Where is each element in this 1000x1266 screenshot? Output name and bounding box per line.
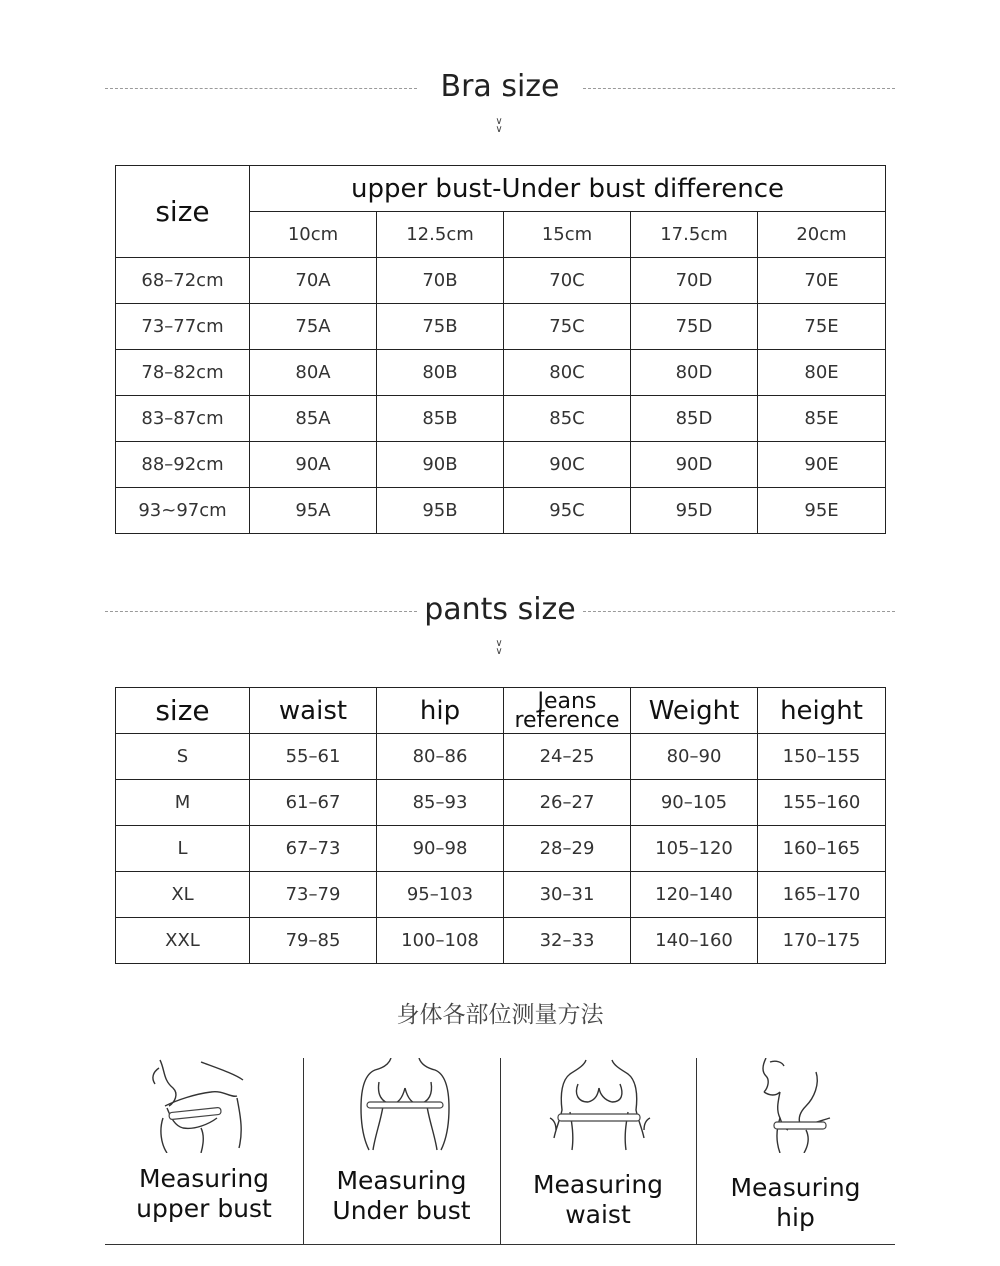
pants-size-title: pants size — [424, 591, 576, 627]
bra-size-heading — [0, 58, 1000, 118]
pants-value-cell: 30–31 — [504, 872, 631, 918]
pants-value-cell: 24–25 — [504, 734, 631, 780]
difference-col-header: 15cm — [504, 212, 631, 258]
bra-size-cell: 95D — [631, 488, 758, 534]
pants-value-cell: 73–79 — [250, 872, 377, 918]
pants-value-cell: 67–73 — [250, 826, 377, 872]
bra-size-cell: 75B — [377, 304, 504, 350]
table-row — [116, 872, 886, 918]
pants-value-cell: 61–67 — [250, 780, 377, 826]
measure-upper-bust — [105, 1058, 303, 1244]
table-row — [116, 304, 886, 350]
table-row — [116, 442, 886, 488]
pants-value-cell: 90–105 — [631, 780, 758, 826]
bra-size-table — [115, 165, 886, 534]
under-bust-size-cell: 68–72cm — [116, 258, 250, 304]
bra-size-cell: 70A — [250, 258, 377, 304]
pants-col-header: Weight — [631, 688, 758, 734]
difference-col-header: 12.5cm — [377, 212, 504, 258]
pants-value-cell: 90–98 — [377, 826, 504, 872]
pants-size-cell: L — [116, 826, 250, 872]
measure-method-title: 身体各部位测量方法 — [396, 1002, 604, 1028]
pants-value-cell: 105–120 — [631, 826, 758, 872]
bra-size-cell: 80D — [631, 350, 758, 396]
table-row — [116, 396, 886, 442]
bra-size-cell: 80A — [250, 350, 377, 396]
bra-size-rows — [116, 258, 886, 534]
bra-size-cell: 90E — [758, 442, 886, 488]
bra-size-cell: 70D — [631, 258, 758, 304]
bra-size-cell: 80B — [377, 350, 504, 396]
pants-value-cell: 80–90 — [631, 734, 758, 780]
under-bust-size-cell: 83–87cm — [116, 396, 250, 442]
difference-col-header: 17.5cm — [631, 212, 758, 258]
measure-under-bust — [303, 1058, 500, 1244]
bra-size-cell: 75A — [250, 304, 377, 350]
bra-size-cell: 70B — [377, 258, 504, 304]
table-row — [116, 918, 886, 964]
pants-size-cell: XL — [116, 872, 250, 918]
upper-bust-figure-icon — [105, 1058, 303, 1153]
pants-value-cell: 170–175 — [758, 918, 886, 964]
pants-size-cell: S — [116, 734, 250, 780]
pants-col-header: height — [758, 688, 886, 734]
pants-value-cell: 95–103 — [377, 872, 504, 918]
table-row — [116, 488, 886, 534]
under-bust-figure-icon — [303, 1058, 500, 1153]
bottom-rule — [105, 1244, 895, 1245]
pants-size-table — [115, 687, 886, 964]
pants-value-cell: 32–33 — [504, 918, 631, 964]
pants-value-cell: 160–165 — [758, 826, 886, 872]
pants-value-cell: 100–108 — [377, 918, 504, 964]
pants-value-cell: 28–29 — [504, 826, 631, 872]
bra-size-cell: 85E — [758, 396, 886, 442]
pants-value-cell: 155–160 — [758, 780, 886, 826]
pants-value-cell: 85–93 — [377, 780, 504, 826]
pants-size-cell: XXL — [116, 918, 250, 964]
pants-col-header: Jeans reference — [504, 688, 631, 734]
table-row — [116, 734, 886, 780]
bra-size-cell: 90B — [377, 442, 504, 488]
bra-size-cell: 70E — [758, 258, 886, 304]
pants-value-cell: 140–160 — [631, 918, 758, 964]
bra-size-cell: 80E — [758, 350, 886, 396]
pants-col-header: hip — [377, 688, 504, 734]
difference-header: upper bust-Under bust difference — [250, 166, 886, 212]
bra-size-cell: 85C — [504, 396, 631, 442]
bra-size-cell: 85A — [250, 396, 377, 442]
chevron-down-icon: ∨ ∨ — [495, 638, 503, 657]
pants-col-header: waist — [250, 688, 377, 734]
bra-size-cell: 95E — [758, 488, 886, 534]
pants-value-cell: 150–155 — [758, 734, 886, 780]
pants-value-cell: 120–140 — [631, 872, 758, 918]
pants-value-cell: 80–86 — [377, 734, 504, 780]
pants-size-cell: M — [116, 780, 250, 826]
bra-size-cell: 85D — [631, 396, 758, 442]
difference-col-header: 10cm — [250, 212, 377, 258]
bra-size-cell: 70C — [504, 258, 631, 304]
pants-col-header: size — [116, 688, 250, 734]
pants-value-cell: 26–27 — [504, 780, 631, 826]
measure-label: Measuring waist — [532, 1170, 664, 1229]
pants-value-cell: 79–85 — [250, 918, 377, 964]
measure-label: Measuring hip — [730, 1173, 861, 1232]
under-bust-size-cell: 78–82cm — [116, 350, 250, 396]
measure-hip — [696, 1058, 895, 1244]
bra-size-cell: 75C — [504, 304, 631, 350]
size-header: size — [116, 166, 250, 258]
pants-value-cell: 55–61 — [250, 734, 377, 780]
table-row — [116, 350, 886, 396]
pants-size-rows — [116, 734, 886, 964]
bra-size-cell: 75E — [758, 304, 886, 350]
table-row — [116, 258, 886, 304]
under-bust-size-cell: 93~97cm — [116, 488, 250, 534]
under-bust-size-cell: 73–77cm — [116, 304, 250, 350]
waist-figure-icon — [500, 1058, 696, 1153]
pants-value-cell: 165–170 — [758, 872, 886, 918]
bra-size-cell: 95B — [377, 488, 504, 534]
chevron-down-icon: ∨ ∨ — [495, 116, 503, 135]
hip-figure-icon — [696, 1058, 895, 1153]
bra-size-cell: 95C — [504, 488, 631, 534]
bra-size-cell: 95A — [250, 488, 377, 534]
measuring-guide — [105, 1058, 895, 1244]
bra-size-cell: 90C — [504, 442, 631, 488]
bra-size-cell: 85B — [377, 396, 504, 442]
pants-header-row — [116, 688, 886, 734]
measure-label: Measuring Under bust — [332, 1166, 471, 1225]
bra-size-cell: 90D — [631, 442, 758, 488]
bra-size-cell: 80C — [504, 350, 631, 396]
measure-waist — [500, 1058, 696, 1244]
difference-col-header: 20cm — [758, 212, 886, 258]
bra-size-cell: 90A — [250, 442, 377, 488]
divider-right — [583, 611, 895, 612]
table-row — [116, 826, 886, 872]
table-row — [116, 780, 886, 826]
bra-size-title: Bra size — [440, 68, 560, 104]
divider-right — [583, 88, 895, 89]
bra-size-cell: 75D — [631, 304, 758, 350]
pants-size-heading — [0, 581, 1000, 641]
under-bust-size-cell: 88–92cm — [116, 442, 250, 488]
measure-label: Measuring upper bust — [136, 1164, 272, 1223]
